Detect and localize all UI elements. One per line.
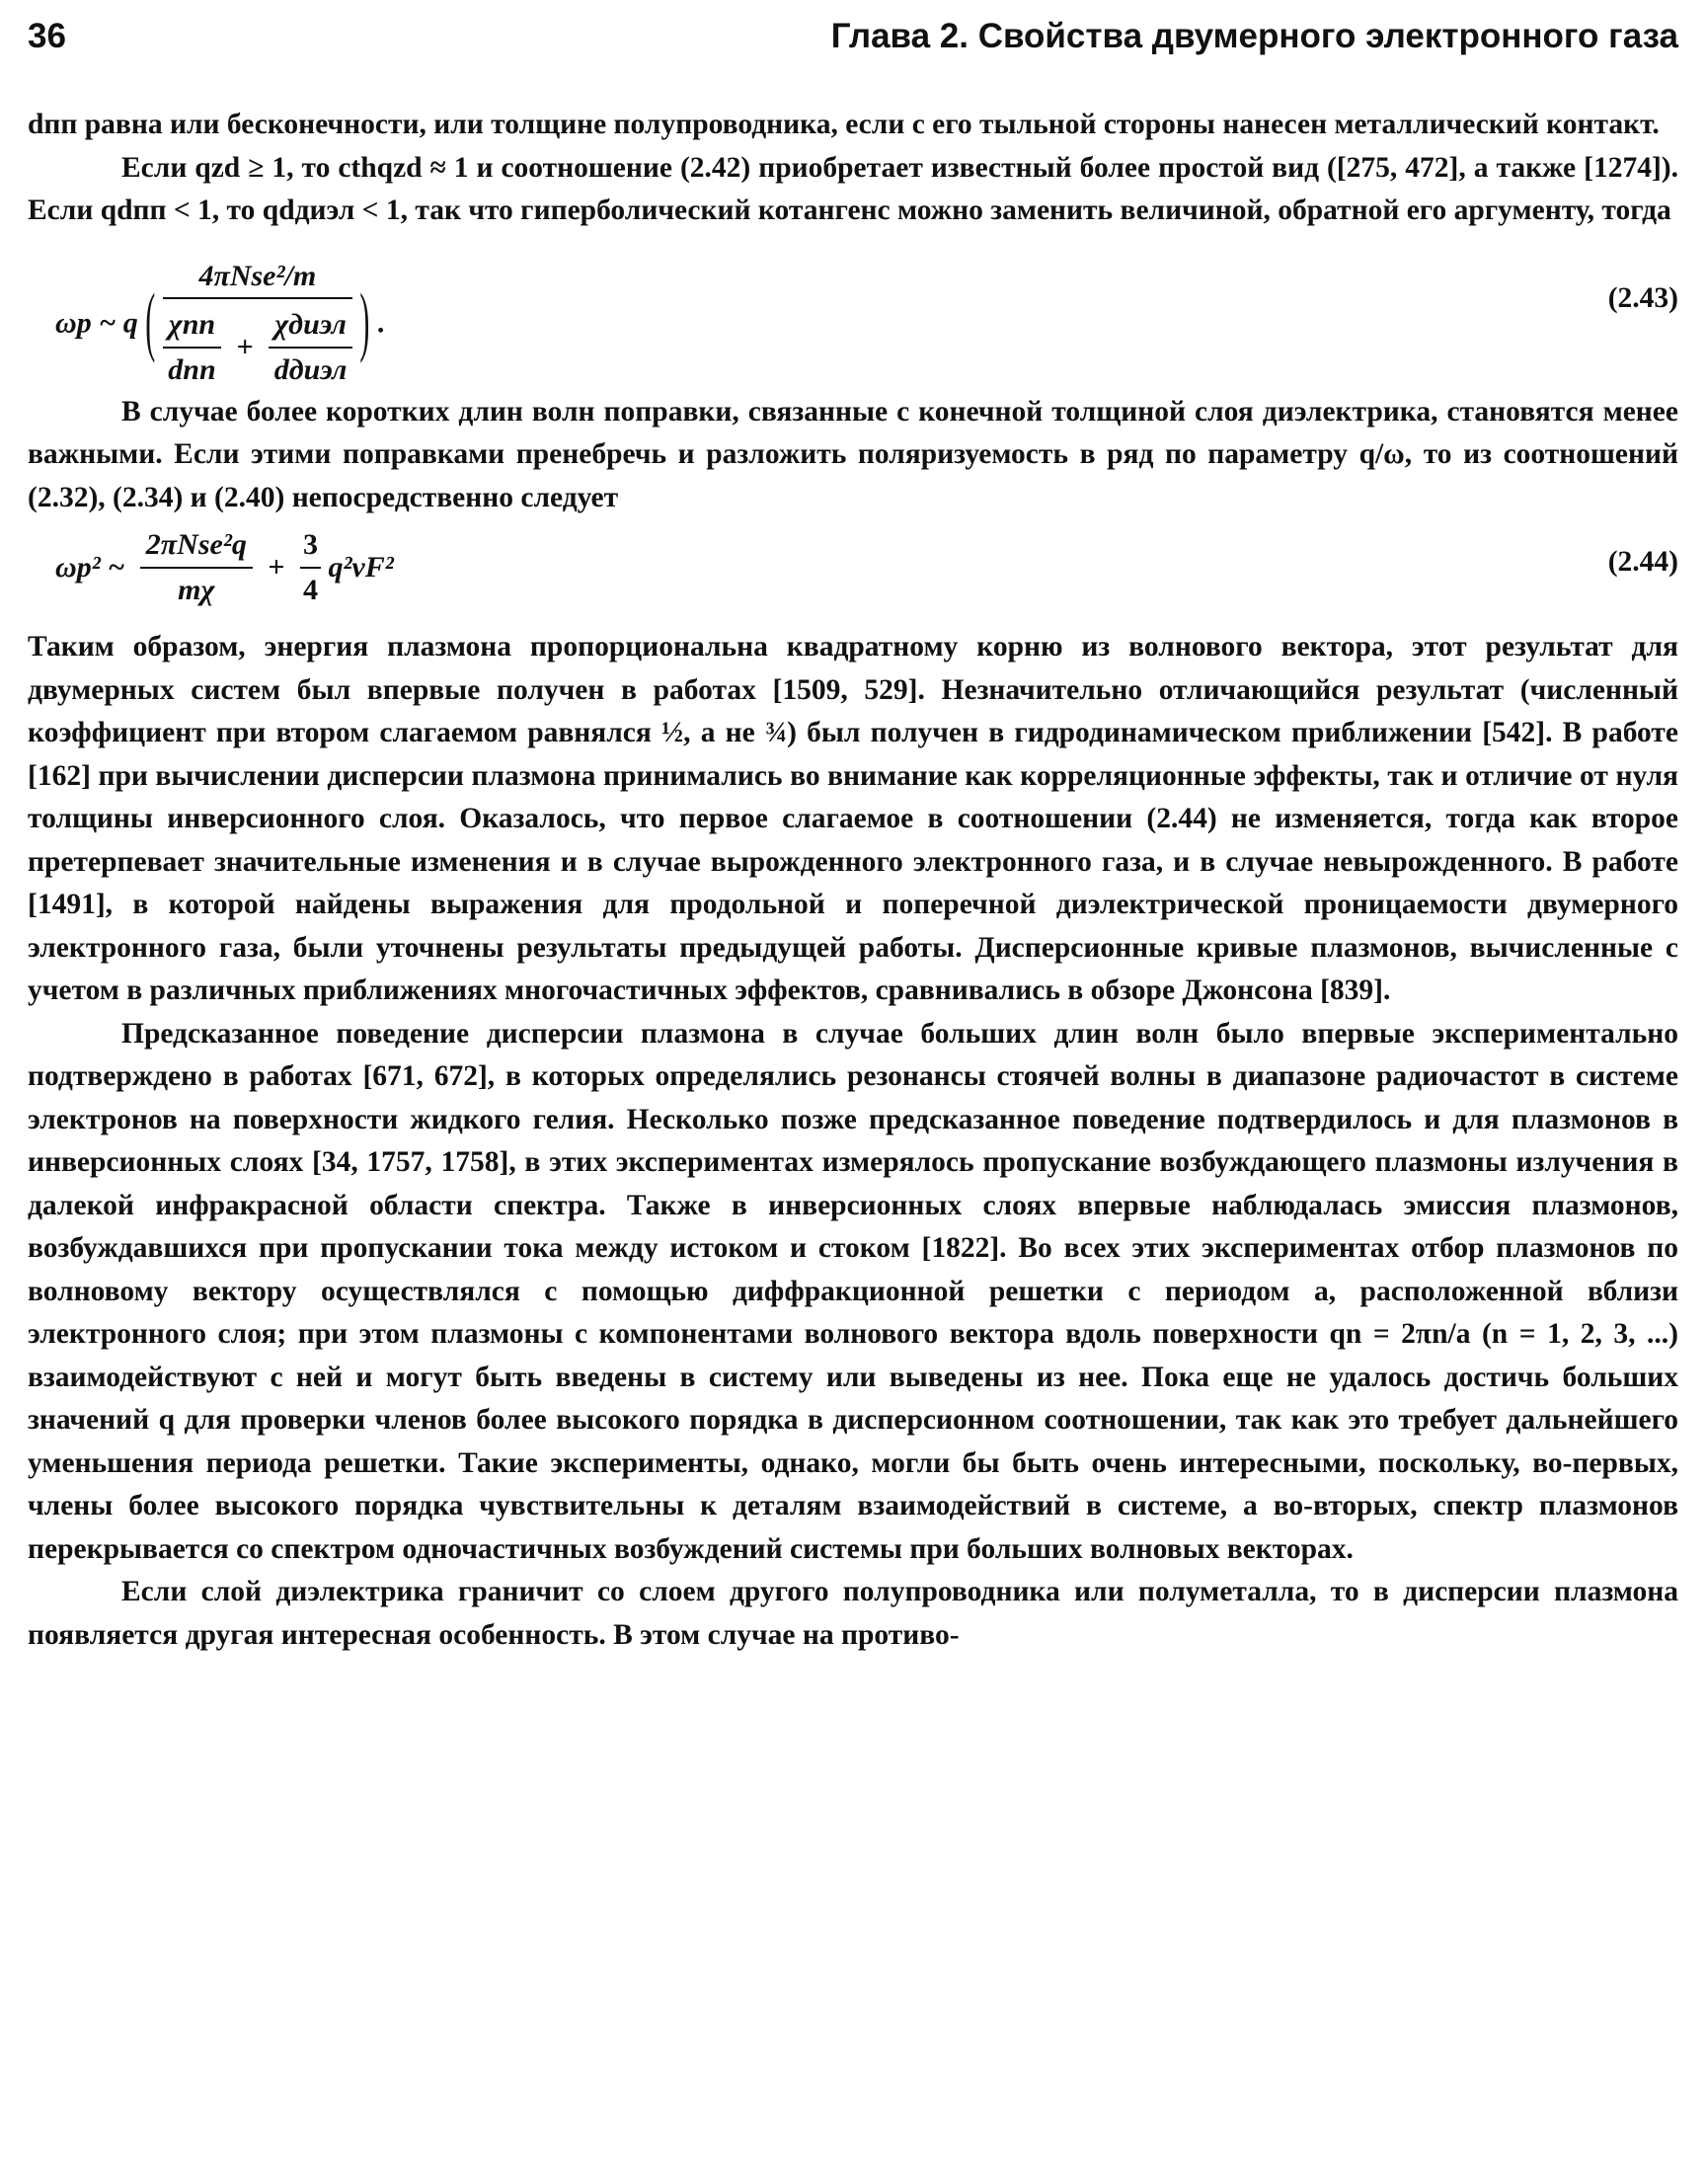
equation-2-44	[28, 519, 1678, 626]
eq243-numerator: 4πNse²/m	[163, 255, 352, 300]
page-header	[28, 12, 1678, 61]
paragraph-6: Если слой диэлектрика граничит со слоем другого полупроводника или полуметалла, то в дисперсии плазмона появляется другая интересная особенность. В этом случае на противо-	[28, 1576, 1678, 1651]
eq243-term1-den: dпп	[168, 352, 216, 386]
eq243-term2-den: dдиэл	[273, 352, 348, 386]
paragraph-1: dпп равна или бесконечности, или толщине полупроводника, если с его тыльной стороны нанесен металлический контакт.	[28, 109, 1660, 140]
eq243-term1	[163, 303, 221, 391]
eq244-frac1-num: 2πNse²q	[140, 523, 253, 569]
eq243-label: (2.43)	[1607, 281, 1678, 314]
eq243-denominator	[163, 299, 352, 391]
eq244-frac2-den: 4	[302, 573, 318, 606]
paragraph-5: Предсказанное поведение дисперсии плазмона в случае больших длин волн было впервые экспериментально подтверждено в работах [671, 672], в которых определялись резонансы стоячей волны в диапазоне радиочастот в системе электронов на поверхности жидкого гелия. Несколько позже предсказанное поведение подтвердилось и для плазмонов в инверсионных слоях [34, 1757, 1758], в этих экспериментах измерялось пропускание возбуждающего плазмоны излучения в далекой инфракрасной области спектра. Также в инверсионных слоях впервые наблюдалась эмиссия плазмонов, возбуждавшихся при пропускании тока между истоком и стоком [1822]. Во всех этих экспериментах отбор плазмонов по волновому вектору осуществлялся с помощью диффракционной решетки с периодом a, расположенной вблизи электронного слоя; при этом плазмоны с компонентами волнового вектора вдоль поверхности qn = 2πn/a (n = 1, 2, 3, ...) взаимодействуют с ней и могут быть введены в систему или выведены из нее. Пока еще не удалось достичь больших значений q для проверки членов более высокого порядка в дисперсионном соотношении, так как это требует дальнейшего уменьшения периода решетки. Такие эксперименты, однако, могли бы быть очень интересными, поскольку, во-первых, члены более высокого порядка чувствительны к деталям взаимодействий в системе, а во-вторых, спектр плазмонов перекрывается со спектром одночастичных возбуждений системы при больших волновых векторах.	[28, 1017, 1678, 1565]
eq243-lhs: ωp ~ q	[55, 306, 138, 339]
body-text	[28, 104, 1678, 1657]
eq244-label: (2.44)	[1607, 546, 1678, 578]
eq243-term2	[269, 303, 352, 391]
paragraph-3: В случае более коротких длин волн поправки, связанные с конечной толщиной слоя диэлектрика, становятся менее важными. Если этими поправками пренебречь и разложить поляризуемость в ряд по параметру q/ω, то из соотношений (2.32), (2.34) и (2.40) непосредственно следует	[28, 395, 1678, 513]
eq243-term1-num: χпп	[163, 303, 221, 349]
eq244-frac1	[140, 523, 253, 611]
paragraph-2: Если qzd ≥ 1, то cthqzd ≈ 1 и соотношение (2.42) приобретает известный более простой вид ([275, 472], а также [1274]). Если qdпп < 1, то qdдиэл < 1, так что гиперболический котангенс можно заменить величиной, обратной его аргументу, тогда	[28, 151, 1678, 226]
page-number: 36	[28, 17, 66, 55]
eq244-frac2-num: 3	[300, 523, 321, 569]
eq243-period: .	[376, 306, 385, 339]
eq243-main-fraction	[163, 255, 352, 392]
eq244-frac2	[300, 523, 321, 611]
eq244-plus: +	[268, 550, 285, 584]
equation-2-43	[28, 233, 1678, 391]
chapter-title: Глава 2. Свойства двумерного электронного газа	[830, 17, 1678, 55]
eq243-left-paren: (	[145, 279, 156, 364]
eq244-tail: q²vF²	[328, 550, 394, 584]
eq244-frac1-den: mχ	[178, 573, 215, 606]
eq243-term2-num: χдиэл	[269, 303, 352, 349]
eq244-lhs: ωp² ~	[55, 550, 125, 584]
paragraph-4: Таким образом, энергия плазмона пропорциональна квадратному корню из волнового вектора, этот результат для двумерных систем был впервые получен в работах [1509, 529]. Незначительно отличающийся результат (численный коэффициент при втором слагаемом равнялся ½, а не ¾) был получен в гидродинамическом приближении [542]. В работе [162] при вычислении дисперсии плазмона принимались во внимание как корреляционные эффекты, так и отличие от нуля толщины инверсионного слоя. Оказалось, что первое слагаемое в соотношении (2.44) не изменяется, тогда как второе претерпевает значительные изменения и в случае вырожденного электронного газа, и в случае невырожденного. В работе [1491], в которой найдены выражения для продольной и поперечной диэлектрической проницаемости двумерного электронного газа, были уточнены результаты предыдущей работы. Дисперсионные кривые плазмонов, вычисленные с учетом в различных приближениях многочастичных эффектов, сравнивались в обзоре Джонсона [839].	[28, 631, 1678, 1006]
eq243-plus: +	[236, 330, 254, 363]
eq243-right-paren: )	[359, 279, 370, 364]
